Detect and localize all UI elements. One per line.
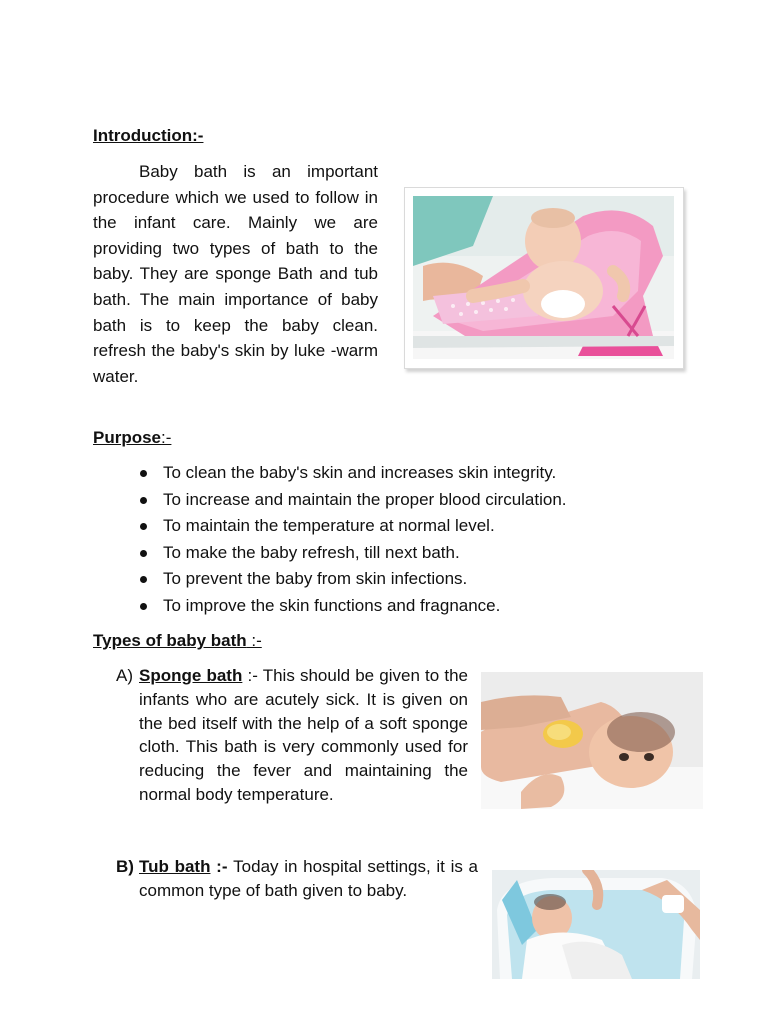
types-heading-suffix: :-: [246, 631, 262, 650]
sponge-bath-text: This should be given to the infants who are acutely sick. It is given on the bed itself with the help of a soft sponge cloth. This bath is very commonly used for reducing the fever and maintaining the normal body temperature.: [139, 666, 468, 804]
purpose-heading: [93, 427, 171, 449]
tub-bath-title: Tub bath: [139, 857, 211, 876]
tub-bath-photo: [492, 870, 700, 979]
sponge-bath-title: Sponge bath: [139, 666, 243, 685]
sponge-bath-marker: A): [116, 666, 133, 685]
tub-bath-description: [139, 855, 478, 903]
sponge-bath-photo: [481, 672, 703, 809]
purpose-item: To increase and maintain the proper blood circulation.: [138, 487, 567, 514]
sponge-bath-separator: :-: [242, 666, 263, 685]
baby-bath-seat-photo: [413, 196, 674, 359]
purpose-item: To prevent the baby from skin infections.: [138, 566, 567, 593]
purpose-item: To maintain the temperature at normal level.: [138, 513, 567, 540]
purpose-item: To improve the skin functions and fragnance.: [138, 593, 567, 620]
tub-bath-separator: :-: [210, 857, 234, 876]
types-heading-label: Types of baby bath: [93, 631, 247, 650]
sponge-bath-section: [116, 664, 468, 834]
purpose-heading-suffix: :-: [161, 428, 172, 447]
tub-bath-text: Today in hospital settings, it is a common type of bath given to baby.: [139, 857, 479, 900]
purpose-item: To clean the baby's skin and increases skin integrity.: [138, 460, 567, 487]
types-heading: [93, 630, 262, 652]
tub-bath-section: [116, 855, 478, 905]
introduction-heading: Introduction:-: [93, 126, 204, 145]
purpose-heading-label: Purpose: [93, 428, 162, 447]
tub-bath-marker: B): [116, 857, 134, 876]
introduction-paragraph: Baby bath is an important procedure which we used to follow in the infant care. Mainly we are providing two types of bath to the baby. They are sponge Bath and tub bath. The main importance of baby bath is to keep the baby clean. refresh the baby's skin by luke -warm water.: [93, 162, 378, 386]
purpose-item: To make the baby refresh, till next bath.: [138, 540, 567, 567]
sponge-bath-description: [139, 664, 468, 807]
purpose-list: [138, 460, 567, 619]
